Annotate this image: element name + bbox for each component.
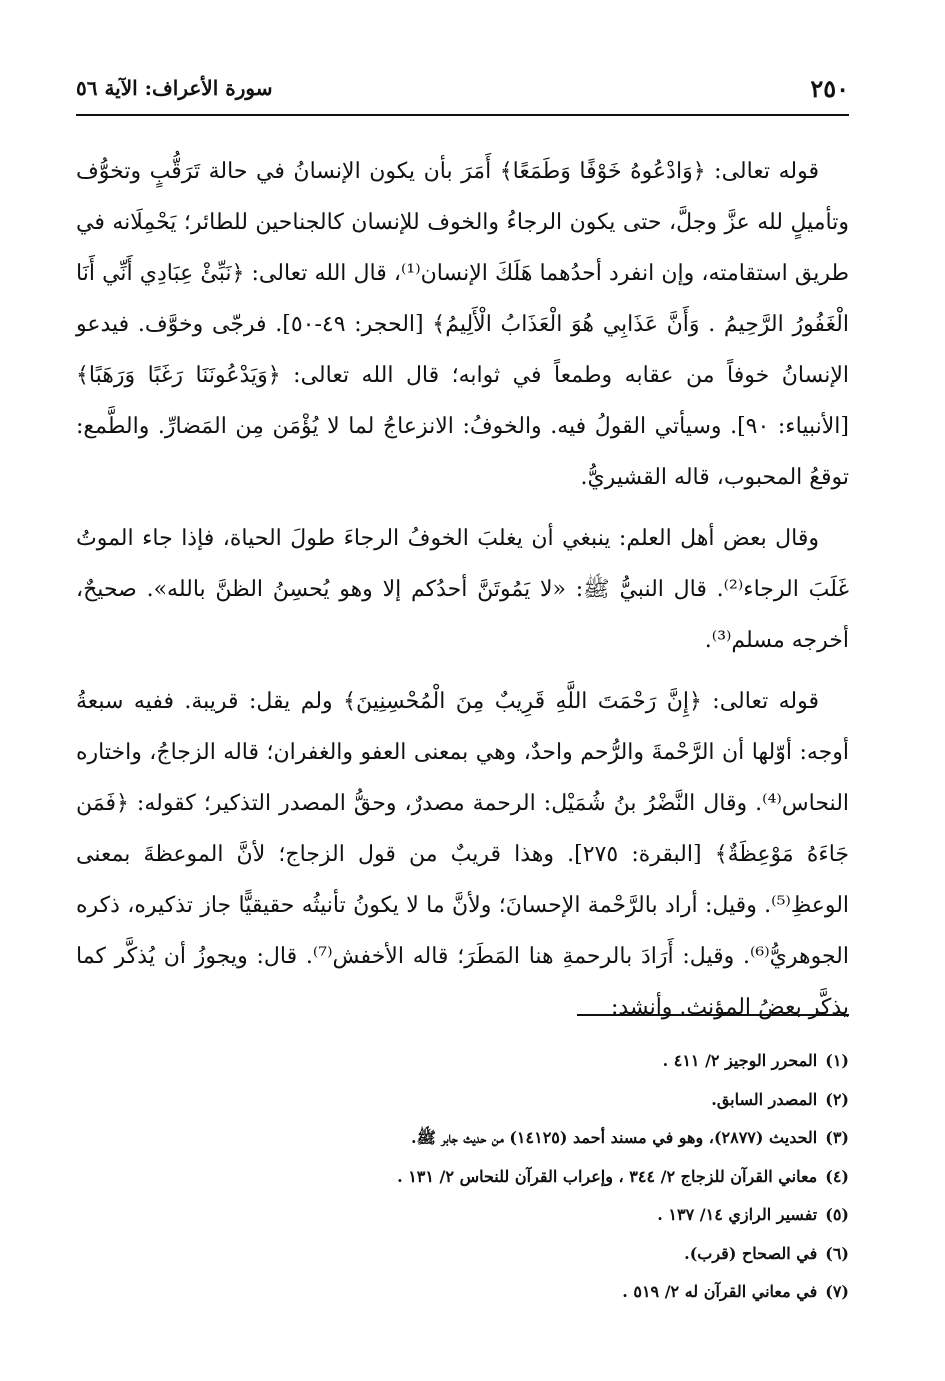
footnote [76, 1081, 849, 1120]
footnote-text: الحديث (٢٨٧٧)، وهو في مسند أحمد (١٤١٢٥) من حديث جابر ﷺ. [411, 1128, 818, 1147]
footnote-number: (٥) [825, 1205, 849, 1224]
footnote [76, 1196, 849, 1235]
footnote-number: (٤) [825, 1166, 849, 1186]
footnote-text: في معاني القرآن له ٢/ ٥١٩ . [622, 1282, 818, 1301]
footnote [76, 1158, 849, 1197]
book-page [76, 0, 849, 1381]
footnote-number: (٢) [825, 1089, 849, 1109]
footnote-text: في الصحاح (قرب). [684, 1243, 818, 1263]
footnote-number: (١) [825, 1051, 849, 1070]
page-number: ٢٥٠ [810, 74, 849, 103]
footnote-text: المحرر الوجيز ٢/ ٤١١ . [662, 1051, 818, 1070]
footnotes-list [76, 1042, 849, 1312]
footnote-text: المصدر السابق. [711, 1089, 818, 1109]
paragraph: قوله تعالى: ﴿وَادْعُوهُ خَوْفًا وَطَمَعًا﴾ أَمَرَ بأن يكون الإنسانُ في حالة تَرَقُّبٍ وتخوُّف وتأميلٍ لله عزَّ وجلَّ، حتى يكون الرجاءُ والخوف للإنسان كالجناحين للطائر؛ يَحْمِلَانه في طريق استقامته، وإن انفرد أحدُهما هَلَكَ الإنسان⁽¹⁾، قال الله تعالى: ﴿نَبِّئْ عِبَادِي أَنِّي أَنَا الْغَفُورُ الرَّحِيمُ . وَأَنَّ عَذَابِي هُوَ الْعَذَابُ الْأَلِيمُ﴾ [الحجر: ٤٩-٥٠]. فرجّى وخوَّف. فيدعو الإنسانُ خوفاً من عقابه وطمعاً في ثوابه؛ قال الله تعالى: ﴿وَيَدْعُونَنَا رَغَبًا وَرَهَبًا﴾ [الأنبياء: ٩٠]. وسيأتي القولُ فيه. والخوفُ: الانزعاجُ لما لا يُؤْمَن مِن المَضارِّ. والطَّمع: توقعُ المحبوب، قاله القشيريُّ. [76, 159, 849, 490]
footnote [76, 1119, 849, 1158]
footnote-text: معاني القرآن للزجاج ٢/ ٣٤٤ ، وإعراب القرآن للنحاس ٢/ ١٣١ . [397, 1166, 818, 1186]
footnote-divider [577, 1014, 849, 1016]
paragraph: وقال بعض أهل العلم: ينبغي أن يغلبَ الخوفُ الرجاءَ طولَ الحياة، فإذا جاء الموتُ غَلَبَ الرجاء⁽²⁾. قال النبيُّ ﷺ: «لا يَمُوتَنَّ أحدُكم إلا وهو يُحسِنُ الظنَّ بالله». صحيحٌ، أخرجه مسلم⁽³⁾. [76, 526, 849, 653]
paragraph: قوله تعالى: ﴿إِنَّ رَحْمَتَ اللَّهِ قَرِيبٌ مِنَ الْمُحْسِنِينَ﴾ ولم يقل: قريبة. ففيه سبعةُ أوجه: أوّلها أن الرَّحْمةَ والرُّحم واحدٌ، وهي بمعنى العفو والغفران؛ قاله الزجاجُ، واختاره النحاس⁽⁴⁾. وقال النَّضْرُ بنُ شُمَيْل: الرحمة مصدرٌ، وحقُّ المصدر التذكير؛ كقوله: ﴿فَمَن جَاءَهُ مَوْعِظَةٌ﴾ [البقرة: ٢٧٥]. وهذا قريبٌ من قول الزجاج؛ لأنَّ الموعظةَ بمعنى الوعظِ⁽⁵⁾. وقيل: أراد بالرَّحْمة الإحسانَ؛ ولأنَّ ما لا يكونُ تأنيثُه حقيقيًّا جاز تذكيره، ذكره الجوهريُّ⁽⁶⁾. وقيل: أَرَادَ بالرحمةِ هنا المَطَرَ؛ قاله الأخفش⁽⁷⁾. قال: ويجوزُ أن يُذكَّر كما يذكَّر بعضُ المؤنث. وأنشد: [76, 689, 850, 1020]
footnote [76, 1042, 849, 1081]
footnote-number: (٣) [825, 1128, 849, 1147]
footnote-text: تفسير الرازي ١٤/ ١٣٧ . [657, 1205, 818, 1224]
main-text [76, 146, 849, 1043]
footnote-number: (٦) [825, 1243, 849, 1263]
footnote-number: (٧) [825, 1282, 849, 1301]
running-header [76, 74, 849, 104]
surah-verse-title: سورة الأعراف: الآية ٥٦ [76, 76, 273, 100]
header-divider [76, 114, 849, 116]
footnote [76, 1273, 849, 1312]
footnote [76, 1235, 849, 1274]
